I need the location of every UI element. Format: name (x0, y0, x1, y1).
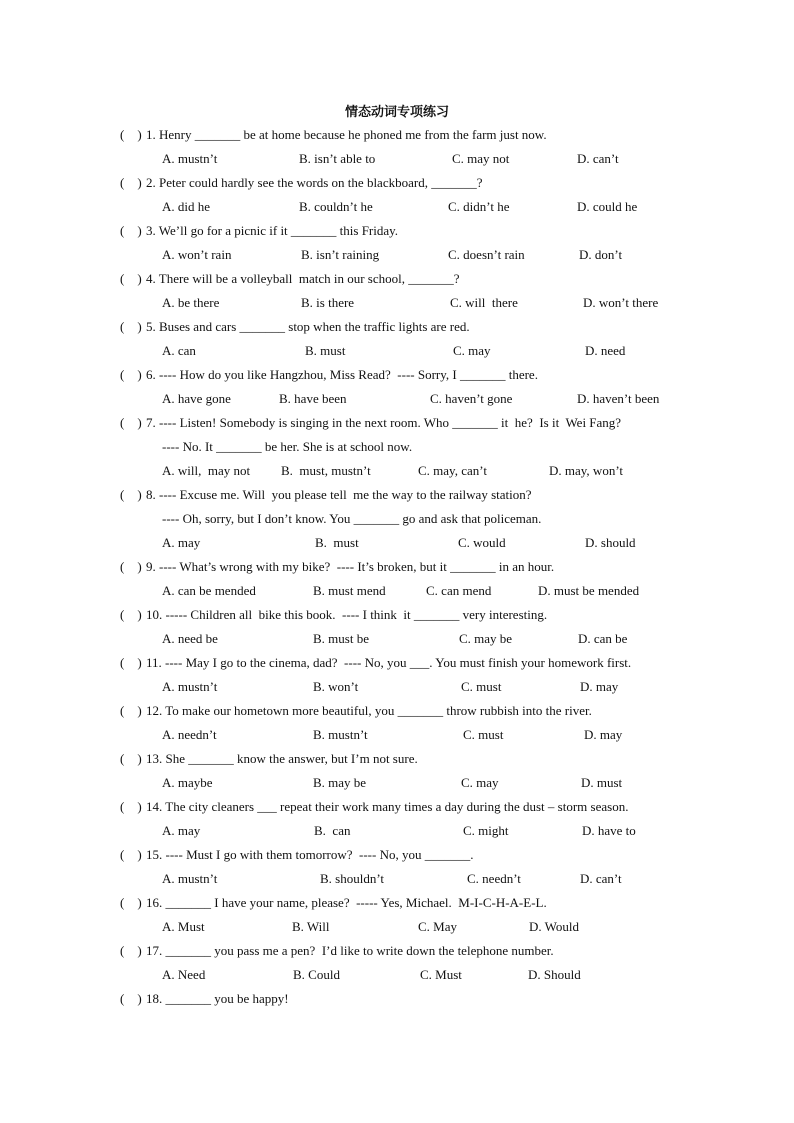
question-stem: 4. There will be a volleyball match in our school, _______? (146, 271, 460, 286)
question-9 (120, 559, 554, 575)
question-stem: 1. Henry _______ be at home because he phoned me from the farm just now. (146, 127, 547, 142)
option-a: A. Need (162, 967, 206, 982)
option-a: A. be there (162, 295, 220, 310)
question-stem: 14. The city cleaners ___ repeat their work many times a day during the dust – storm season. (146, 799, 629, 814)
option-b: B. mustn’t (313, 727, 368, 742)
option-d: D. may (584, 727, 623, 742)
question-16 (120, 895, 547, 911)
question-stem: 15. ---- Must I go with them tomorrow? ---- No, you _______. (146, 847, 474, 862)
option-d: D. may, won’t (549, 463, 624, 478)
answer-paren: ( ) (120, 127, 142, 142)
option-a: A. have gone (162, 391, 231, 406)
question-stem: 7. ---- Listen! Somebody is singing in the next room. Who _______ it he? Is it Wei Fang? (146, 415, 622, 430)
option-c: C. needn’t (467, 871, 521, 886)
option-c: C. might (463, 823, 509, 838)
option-a: A. mustn’t (162, 151, 218, 166)
answer-paren: ( ) (120, 751, 142, 766)
option-b: B. have been (279, 391, 347, 406)
question-stem: 11. ---- May I go to the cinema, dad? ---- No, you ___. You must finish your homework first. (146, 655, 632, 670)
question-stem: 5. Buses and cars _______ stop when the traffic lights are red. (146, 319, 470, 334)
question-18 (120, 991, 289, 1007)
option-c: C. may, can’t (418, 463, 487, 478)
question-stem: 17. _______ you pass me a pen? I’d like to write down the telephone number. (146, 943, 554, 958)
option-b: B. must (305, 343, 346, 358)
question-3 (120, 223, 398, 239)
option-c: C. Must (420, 967, 462, 982)
question-11 (120, 655, 631, 671)
question-stem: 2. Peter could hardly see the words on the blackboard, _______? (146, 175, 483, 190)
option-a: A. mustn’t (162, 679, 218, 694)
option-d: D. need (585, 343, 626, 358)
answer-paren: ( ) (120, 487, 142, 502)
question-6 (120, 367, 538, 383)
question-2 (120, 175, 482, 191)
option-b: B. couldn’t he (299, 199, 373, 214)
option-c: C. would (458, 535, 506, 550)
option-c: C. may (461, 775, 499, 790)
option-c: C. may (453, 343, 491, 358)
option-a: A. can be mended (162, 583, 256, 598)
option-b: B. Could (293, 967, 340, 982)
option-a: A. needn’t (162, 727, 217, 742)
option-b: B. shouldn’t (320, 871, 385, 886)
option-d: D. could he (577, 199, 638, 214)
question-14 (120, 799, 628, 815)
option-b: B. isn’t raining (301, 247, 380, 262)
question-stem: 16. _______ I have your name, please? ----- Yes, Michael. M-I-C-H-A-E-L. (146, 895, 547, 910)
option-b: B. must be (313, 631, 369, 646)
question-17 (120, 943, 554, 959)
option-b: B. Will (292, 919, 330, 934)
option-d: D. must be mended (538, 583, 640, 598)
option-a: A. will, may not (162, 463, 251, 478)
question-stem: 13. She _______ know the answer, but I’m not sure. (146, 751, 418, 766)
question-5 (120, 319, 470, 335)
option-b: B. is there (301, 295, 355, 310)
option-a: A. Must (162, 919, 205, 934)
answer-paren: ( ) (120, 703, 142, 718)
question-continuation: ---- Oh, sorry, but I don’t know. You _______ go and ask that policeman. (162, 511, 542, 526)
option-d: D. Should (528, 967, 581, 982)
option-b: B. isn’t able to (299, 151, 376, 166)
option-d: D. may (580, 679, 619, 694)
question-stem: 8. ---- Excuse me. Will you please tell me the way to the railway station? (146, 487, 532, 502)
option-a: A. maybe (162, 775, 213, 790)
answer-paren: ( ) (120, 271, 142, 286)
option-c: C. haven’t gone (430, 391, 513, 406)
option-d: D. must (581, 775, 623, 790)
question-7 (120, 415, 621, 431)
option-c: C. didn’t he (448, 199, 510, 214)
option-a: A. mustn’t (162, 871, 218, 886)
question-4 (120, 271, 460, 287)
question-stem: 9. ---- What’s wrong with my bike? ---- It’s broken, but it _______ in an hour. (146, 559, 555, 574)
answer-paren: ( ) (120, 847, 142, 862)
option-d: D. Would (529, 919, 579, 934)
question-stem: 12. To make our hometown more beautiful, you _______ throw rubbish into the river. (146, 703, 592, 718)
option-c: C. doesn’t rain (448, 247, 525, 262)
question-stem: 18. _______ you be happy! (146, 991, 289, 1006)
question-10 (120, 607, 547, 623)
option-c: C. will there (450, 295, 518, 310)
option-d: D. can’t (577, 151, 619, 166)
answer-paren: ( ) (120, 799, 142, 814)
answer-paren: ( ) (120, 895, 142, 910)
option-d: D. haven’t been (577, 391, 660, 406)
option-d: D. have to (582, 823, 636, 838)
answer-paren: ( ) (120, 943, 142, 958)
option-a: A. can (162, 343, 196, 358)
option-a: A. may (162, 535, 201, 550)
question-stem: 6. ---- How do you like Hangzhou, Miss Read? ---- Sorry, I _______ there. (146, 367, 538, 382)
answer-paren: ( ) (120, 559, 142, 574)
option-b: B. must mend (313, 583, 386, 598)
option-d: D. can be (578, 631, 628, 646)
option-c: C. must (461, 679, 502, 694)
option-c: C. must (463, 727, 504, 742)
option-d: D. should (585, 535, 636, 550)
answer-paren: ( ) (120, 175, 142, 190)
question-stem: 10. ----- Children all bike this book. ---- I think it _______ very interesting. (146, 607, 548, 622)
question-continuation: ---- No. It _______ be her. She is at school now. (162, 439, 413, 454)
question-8 (120, 487, 532, 503)
option-b: B. must, mustn’t (281, 463, 371, 478)
page-title: 情态动词专项练习 (344, 105, 449, 120)
answer-paren: ( ) (120, 367, 142, 382)
option-a: A. may (162, 823, 201, 838)
option-a: A. did he (162, 199, 211, 214)
option-b: B. can (314, 823, 351, 838)
answer-paren: ( ) (120, 991, 142, 1006)
question-stem: 3. We’ll go for a picnic if it _______ this Friday. (146, 223, 399, 238)
option-c: C. can mend (426, 583, 492, 598)
option-d: D. can’t (580, 871, 622, 886)
answer-paren: ( ) (120, 223, 142, 238)
option-b: B. may be (313, 775, 367, 790)
option-b: B. won’t (313, 679, 359, 694)
option-b: B. must (315, 535, 359, 550)
answer-paren: ( ) (120, 415, 142, 430)
question-1 (120, 127, 547, 143)
option-a: A. need be (162, 631, 218, 646)
answer-paren: ( ) (120, 607, 142, 622)
question-15 (120, 847, 473, 863)
answer-paren: ( ) (120, 319, 142, 334)
option-c: C. may not (452, 151, 510, 166)
option-a: A. won’t rain (162, 247, 232, 262)
question-12 (120, 703, 592, 719)
option-c: C. May (418, 919, 457, 934)
option-d: D. won’t there (583, 295, 659, 310)
answer-paren: ( ) (120, 655, 142, 670)
option-c: C. may be (459, 631, 513, 646)
question-13 (120, 751, 418, 767)
option-d: D. don’t (579, 247, 623, 262)
